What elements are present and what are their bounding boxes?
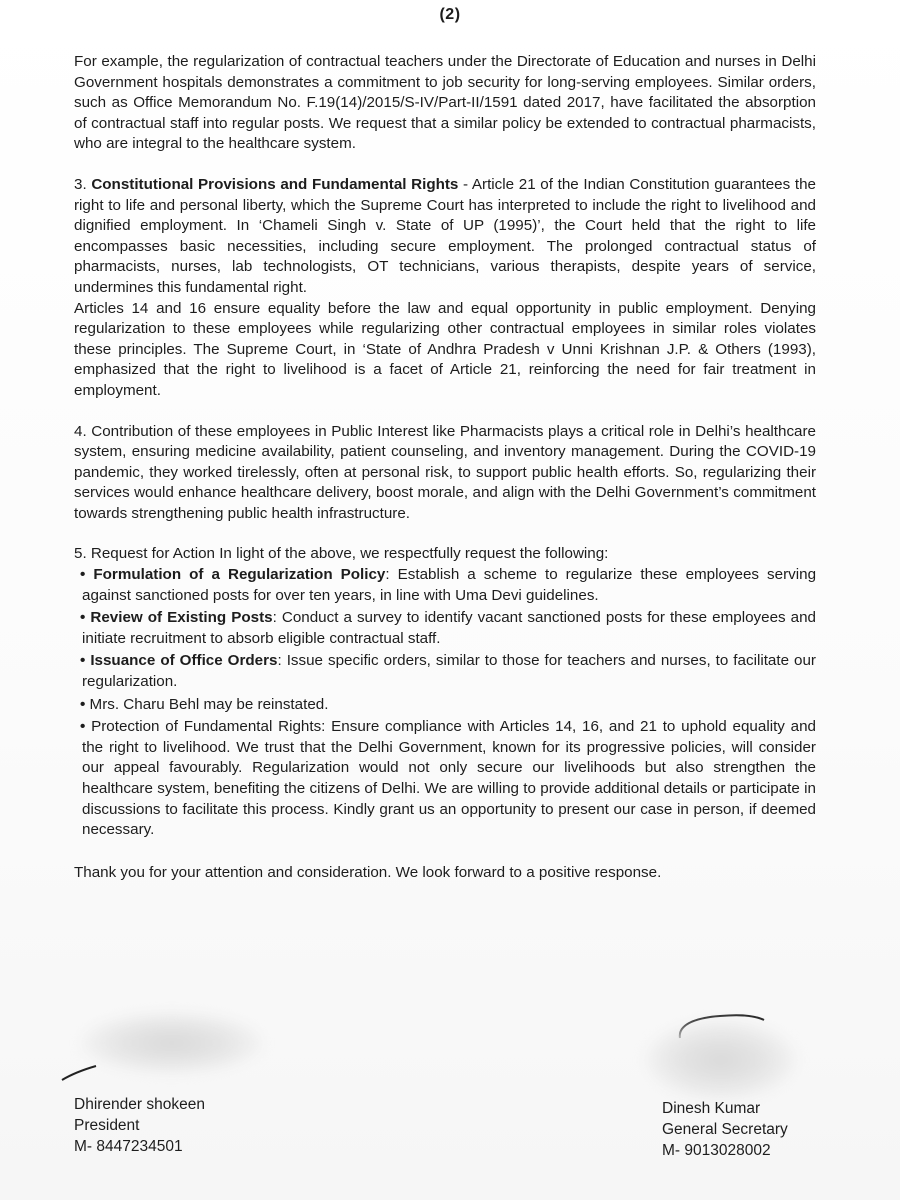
section-3-number: 3. xyxy=(74,175,92,193)
list-item xyxy=(74,565,816,606)
signatory-phone: M- 8447234501 xyxy=(74,1138,183,1155)
bullet-text: : Conduct a survey to identify vacant sanctioned posts for these employees and initiate recruitment to absorb eligible contractual staff. xyxy=(82,609,816,647)
section-3-constitutional-provisions xyxy=(74,175,816,299)
page-number: (2) xyxy=(439,6,461,23)
signatory-name: Dhirender shokeen xyxy=(74,1096,205,1113)
signatory-role: General Secretary xyxy=(662,1121,788,1138)
section-3-heading: Constitutional Provisions and Fundamental Rights xyxy=(91,175,459,193)
signatory-phone: M- 9013028002 xyxy=(662,1142,771,1159)
list-item xyxy=(74,717,816,841)
signature-redacted-left xyxy=(82,1012,262,1074)
signatory-right xyxy=(662,1098,788,1161)
closing-line: Thank you for your attention and consideration. We look forward to a positive response. xyxy=(74,863,662,881)
signature-redacted-right xyxy=(646,1020,796,1100)
request-list xyxy=(74,565,816,841)
section-5-intro: 5. Request for Action In light of the above, we respectfully request the following: xyxy=(74,545,609,563)
bullet-text: : Issue specific orders, similar to those for teachers and nurses, to facilitate our regularization. xyxy=(82,652,816,691)
list-item xyxy=(74,651,816,692)
signatory-left xyxy=(74,1094,205,1157)
signature-stroke-left xyxy=(60,1060,100,1084)
bullet-text: : Establish a scheme to regularize these employees serving against sanctioned posts for over ten years, in line with Uma Devi guidelines. xyxy=(82,566,817,604)
paragraph-examples: For example, the regularization of contractual teachers under the Directorate of Education and nurses in Delhi Government hospitals demonstrates a commitment to job security for long-serving employees. Similar orders, such as Office Memorandum No. F.19(14)/2015/S-IV/Part-II/1591 dated 2017, have facilitated the absorption of contractual staff into regular posts. We request that a similar policy be extended to contractual pharmacists, who are integral to the healthcare system. xyxy=(74,53,816,153)
bullet-bold: Issuance of Office Orders xyxy=(90,652,278,670)
bullet-text: Protection of Fundamental Rights: Ensure compliance with Articles 14, 16, and 21 to uphold equality and the right to livelihood. We trust that the Delhi Government, known for its progressive policies, will consider our appeal favourably. Regularization would not only secure our livelihoods but also strengthen the healthcare system, benefiting the citizens of Delhi. We are willing to provide additional details or participate in discussions to facilitate this process. Kindly grant us an opportunity to present our case in person, if deemed necessary. xyxy=(82,718,816,839)
list-item xyxy=(74,695,816,716)
signatory-name: Dinesh Kumar xyxy=(662,1100,761,1117)
section-3-text-2: Articles 14 and 16 ensure equality before the law and equal opportunity in public employment. Denying regularization to these employees while regularizing other contractual employees in similar roles violates these principles. The Supreme Court, in ‘State of Andhra Pradesh v Unni Krishnan J.P. & Others (1993), emphasized that the right to livelihood is a facet of Article 21, reinforcing the need for fair treatment in employment. xyxy=(74,299,816,399)
signatory-role: President xyxy=(74,1117,140,1134)
bullet-text: Mrs. Charu Behl may be reinstated. xyxy=(89,695,329,713)
bullet-bold: Review of Existing Posts xyxy=(90,609,273,627)
letter-body xyxy=(74,52,816,883)
section-3-text-1: - Article 21 of the Indian Constitution guarantees the right to life and personal liberty, which the Supreme Court has interpreted to include the right to livelihood and dignified employment. In ‘Chameli Singh v. State of UP (1995)’, the Court held that the right to life encompasses basic necessities, including secure employment. The prolonged contractual status of pharmacists, nurses, lab technologists, OT technicians, various therapists, despite years of service, undermines this fundamental right. xyxy=(74,175,816,296)
bullet-bold: Formulation of a Regularization Policy xyxy=(93,566,386,584)
section-4-contribution: 4. Contribution of these employees in Public Interest like Pharmacists plays a critical role in Delhi’s healthcare system, ensuring medicine availability, patient counseling, and inventory management. During the COVID-19 pandemic, they worked tirelessly, often at personal risk, to support public health efforts. So, regularizing their services would enhance healthcare delivery, boost morale, and align with the Delhi Government’s commitment towards strengthening public health infrastructure. xyxy=(74,422,816,522)
list-item xyxy=(74,608,816,649)
